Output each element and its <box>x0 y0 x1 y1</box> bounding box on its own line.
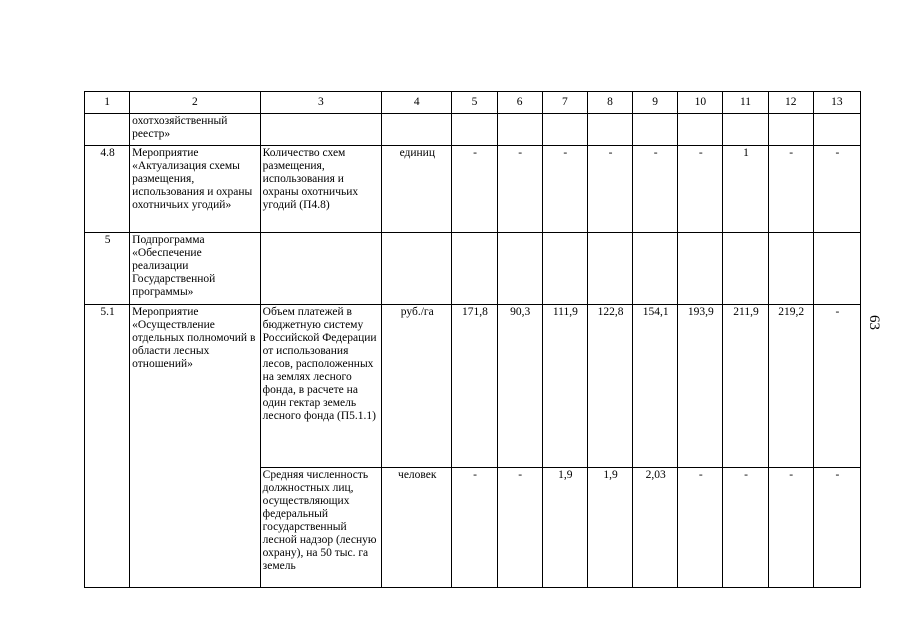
page-number: 63 <box>866 315 882 330</box>
value-cell <box>452 233 497 305</box>
header-cell: 8 <box>587 92 632 114</box>
header-cell: 9 <box>633 92 678 114</box>
value-cell: - <box>678 468 723 588</box>
header-cell: 1 <box>85 92 130 114</box>
header-cell: 13 <box>813 92 860 114</box>
value-cell: - <box>497 146 542 233</box>
indicator-name <box>260 114 381 146</box>
value-cell: - <box>768 468 813 588</box>
value-cell <box>723 114 768 146</box>
value-cell <box>768 114 813 146</box>
indicator-name: Средняя численность должностных лиц, осуществляющих федеральный государственный лесной надзор (лесную охрану), на 50 тыс. га земель <box>260 468 381 588</box>
header-cell: 6 <box>497 92 542 114</box>
value-cell <box>542 114 587 146</box>
value-cell: 154,1 <box>633 305 678 468</box>
header-cell: 12 <box>768 92 813 114</box>
value-cell: - <box>813 468 860 588</box>
table-row <box>85 114 861 146</box>
value-cell: - <box>768 146 813 233</box>
value-cell: 211,9 <box>723 305 768 468</box>
header-cell: 5 <box>452 92 497 114</box>
value-cell: 122,8 <box>587 305 632 468</box>
row-number: 5.1 <box>85 305 130 588</box>
header-cell: 11 <box>723 92 768 114</box>
measure-name: Мероприятие «Актуализация схемы размещения, использования и охраны охотничьих угодий» <box>130 146 261 233</box>
value-cell <box>813 114 860 146</box>
value-cell: - <box>542 146 587 233</box>
value-cell <box>497 233 542 305</box>
value-cell: - <box>587 146 632 233</box>
value-cell: 2,03 <box>633 468 678 588</box>
value-cell <box>813 233 860 305</box>
value-cell <box>678 114 723 146</box>
value-cell: 1 <box>723 146 768 233</box>
measure-name: Мероприятие «Осуществление отдельных полномочий в области лесных отношений» <box>130 305 261 588</box>
value-cell <box>633 233 678 305</box>
value-cell: 90,3 <box>497 305 542 468</box>
table-row <box>85 233 861 305</box>
indicator-name: Количество схем размещения, использования и охраны охотничьих угодий (П4.8) <box>260 146 381 233</box>
value-cell: 171,8 <box>452 305 497 468</box>
header-cell: 2 <box>130 92 261 114</box>
value-cell <box>723 233 768 305</box>
unit: руб./га <box>382 305 452 468</box>
header-cell: 3 <box>260 92 381 114</box>
value-cell: 111,9 <box>542 305 587 468</box>
table-row <box>85 305 861 468</box>
value-cell: - <box>452 146 497 233</box>
value-cell: - <box>633 146 678 233</box>
value-cell: - <box>452 468 497 588</box>
header-row <box>85 92 861 114</box>
value-cell: 1,9 <box>542 468 587 588</box>
value-cell: - <box>497 468 542 588</box>
value-cell <box>587 114 632 146</box>
value-cell <box>633 114 678 146</box>
value-cell: 219,2 <box>768 305 813 468</box>
value-cell: - <box>723 468 768 588</box>
header-cell: 7 <box>542 92 587 114</box>
value-cell: - <box>813 146 860 233</box>
value-cell: - <box>678 146 723 233</box>
row-number: 4.8 <box>85 146 130 233</box>
measure-name: Подпрограмма «Обеспечение реализации Государственной программы» <box>130 233 261 305</box>
value-cell <box>768 233 813 305</box>
unit: единиц <box>382 146 452 233</box>
value-cell <box>678 233 723 305</box>
value-cell: 1,9 <box>587 468 632 588</box>
indicators-table <box>84 91 861 588</box>
indicator-name <box>260 233 381 305</box>
indicator-name: Объем платежей в бюджетную систему Российской Федерации от использования лесов, расположенных на землях лесного фонда, в расчете на один гектар земель лесного фонда (П5.1.1) <box>260 305 381 468</box>
header-cell: 10 <box>678 92 723 114</box>
value-cell: - <box>813 305 860 468</box>
unit: человек <box>382 468 452 588</box>
unit <box>382 233 452 305</box>
table-row <box>85 146 861 233</box>
row-number: 5 <box>85 233 130 305</box>
header-cell: 4 <box>382 92 452 114</box>
value-cell <box>542 233 587 305</box>
row-number <box>85 114 130 146</box>
value-cell <box>497 114 542 146</box>
value-cell <box>452 114 497 146</box>
value-cell <box>587 233 632 305</box>
unit <box>382 114 452 146</box>
value-cell: 193,9 <box>678 305 723 468</box>
measure-name: охотхозяйственный реестр» <box>130 114 261 146</box>
